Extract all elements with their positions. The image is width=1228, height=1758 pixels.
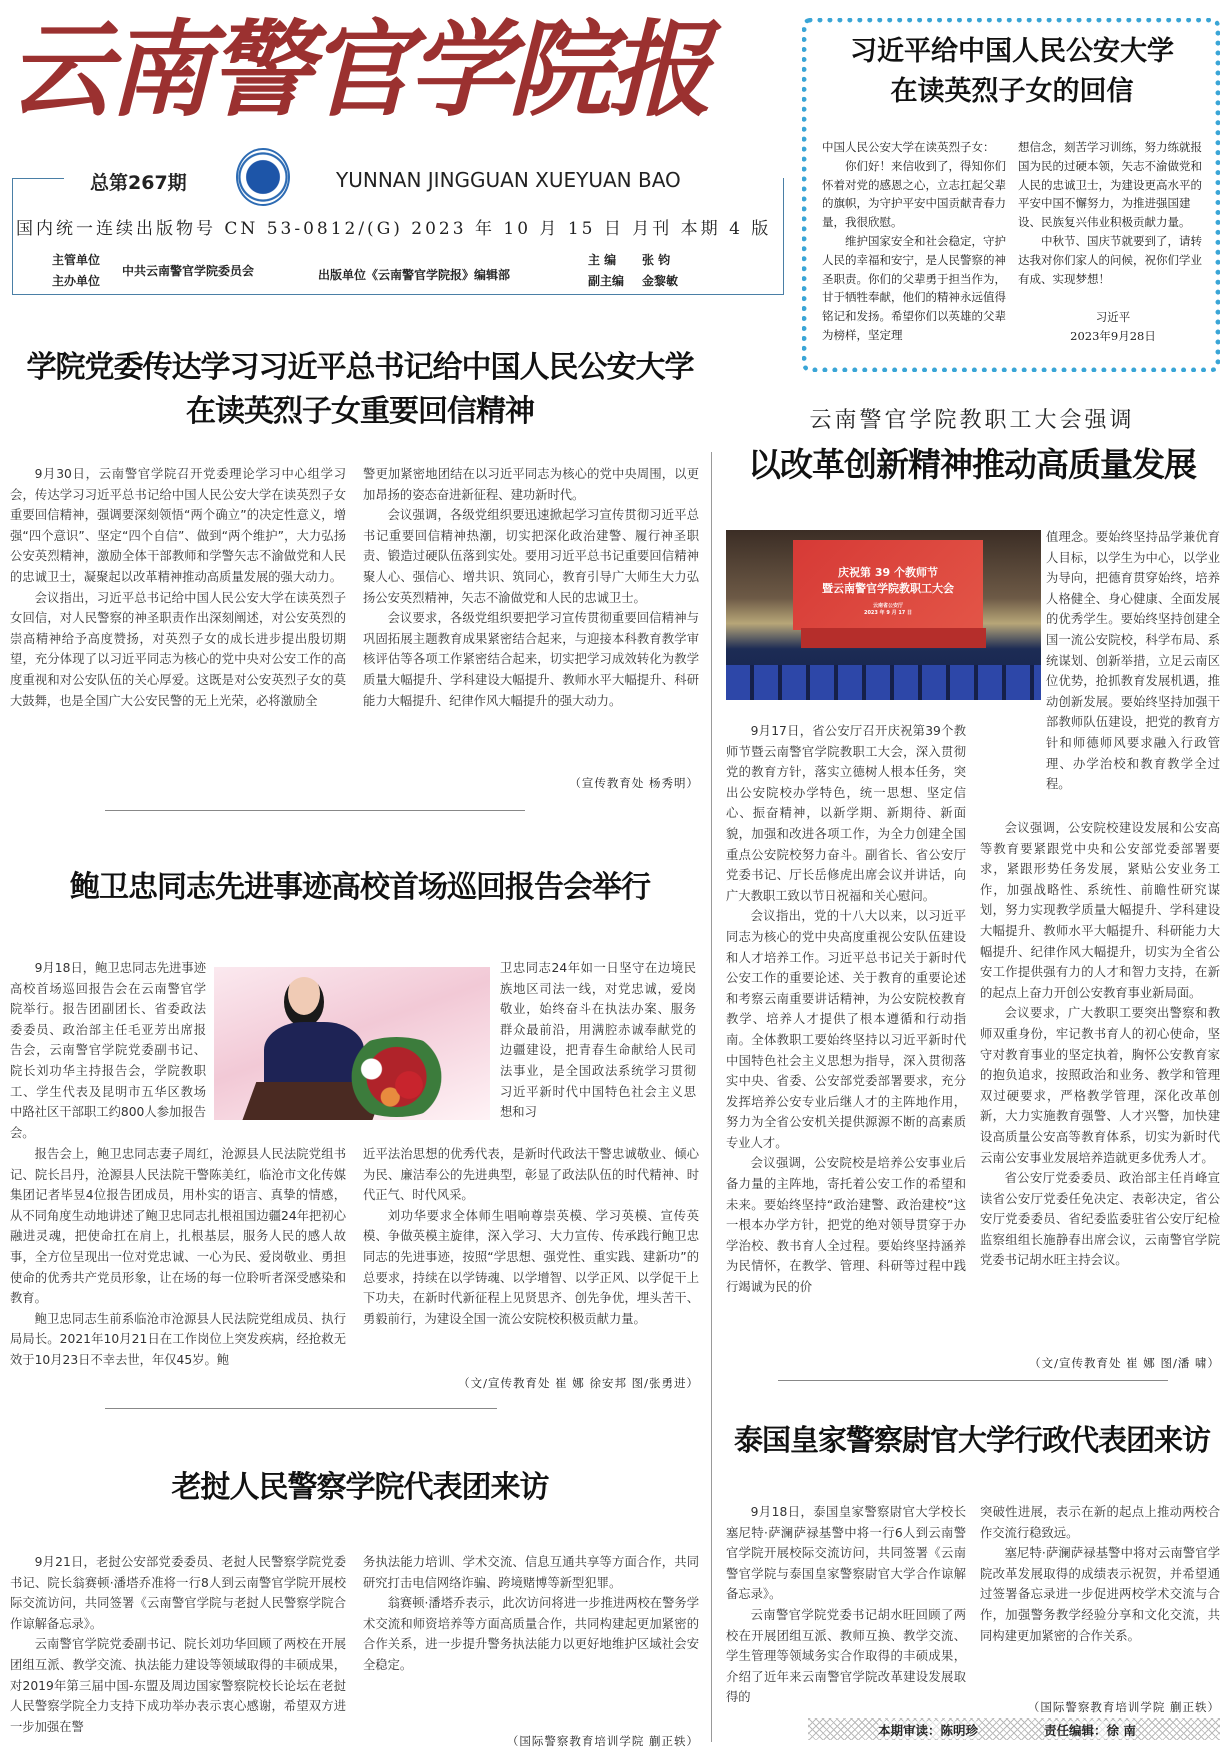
- column-divider: [711, 452, 712, 1742]
- audience-seats: [726, 665, 1041, 700]
- letter-title-line1: 习近平给中国人民公安大学: [850, 36, 1174, 67]
- article-paragraph: 会议强调，公安院校建设发展和公安高等教育要紧跟党中央和公安部党委部署要求，紧跟形势任务发展，紧贴公安业务工作，加强战略性、系统性、前瞻性研究谋划，努力实现教学质量大幅提升、学科建设大幅提升、教师水平大幅提升、科研能力大幅提升、纪律作风大幅提升，切实为全省公安工作提供强有力的人才和智力支持，在新的起点上奋力开创公安教育事业新局面。: [980, 821, 1220, 1000]
- article1-headline-line2: 在读英烈子女重要回信精神: [186, 394, 534, 429]
- article3-headline: 鲍卫忠同志先进事迹高校首场巡回报告会举行: [70, 870, 650, 905]
- issue-number: 总第267期: [90, 172, 187, 194]
- supervisor-label: 主管单位: [52, 253, 101, 267]
- photo-speaker-head: [284, 977, 324, 1027]
- article-paragraph: 9月17日，省公安厅召开庆祝第39个教师节暨云南警官学院教职工大会，深入贯彻党的教育方针，落实立德树人根本任务，突出公安院校办学特色，统一思想、坚定信心、振奋精神，以新学期、新期待、新面貌，加强和改进各项工作，为全力创建全国重点公安院校努力奋斗。副省长、省公安厅党委书记、厅长岳修虎出席会议并讲话，向广大教职工致以节日祝福和关心慰问。: [726, 724, 966, 903]
- article4-column-1: [10, 1552, 346, 1737]
- college-logo-icon: [236, 148, 290, 206]
- article1-column-1: [10, 464, 346, 711]
- divider: [105, 1408, 497, 1409]
- article2-column-1: [726, 721, 966, 1298]
- letter-signature: 习近平: [1095, 310, 1131, 325]
- footer-credits-bar: [808, 1718, 1220, 1740]
- article2-byline: （文/宣传教育处 崔 娜 图/潘 啸）: [1029, 1356, 1220, 1370]
- sponsor-value: 中共云南警官学院委员会: [122, 264, 255, 278]
- letter-paragraph: 中秋节、国庆节就要到了，请转达我对你们家人的问候，祝你们学业有成、实现梦想！: [1018, 233, 1202, 286]
- letter-column-2: [1018, 138, 1208, 346]
- publisher: 出版单位《云南警官学院报》编辑部: [318, 268, 511, 282]
- article1-column-2: [363, 464, 699, 711]
- footer-editor: 责任编辑：徐 南: [1044, 1723, 1136, 1738]
- editor-name: 张 钧: [642, 253, 671, 267]
- publication-number-line: 国内统一连续出版物号 CN 53-0812/(G) 2023 年 10 月 15 日 月刊 本期 4 版: [16, 219, 772, 239]
- article-paragraph: 9月30日，云南警官学院召开党委理论学习中心组学习会，传达学习习近平总书记给中国人民公安大学在读英烈子女重要回信精神，强调要深刻领悟“两个确立”的决定性意义，增强“四个意识”、坚定“四个自信”、做到“两个维护”，大力弘扬公安英烈精神，激励全体干部教师和学警矢志不渝做党和人民的忠诚卫士，凝聚起以改革精神推动高质量发展的强大动力。: [10, 467, 346, 584]
- stage-screen: [793, 540, 983, 630]
- article-paragraph-cont: 卫忠同志24年如一日坚守在边境民族地区司法一线，对党忠诚，爱岗敬业，始终奋斗在执法办案、服务群众最前沿，用满腔赤诚奉献党的边疆建设，把青春生命献给人民司法事业，是全国政法系统学习贯彻习近平新时代中国特色社会主义思想和习: [500, 961, 696, 1120]
- article-paragraph: 塞尼特·萨澜萨禄基警中将对云南警官学院改革发展取得的成绩表示祝贺，并希望通过签署备忘录进一步促进两校学术交流与合作，加强警务教学经验分享和文化交流，共同构建更加紧密的合作关系。: [980, 1546, 1220, 1643]
- article3-column-2-wrap: [500, 958, 696, 1123]
- article5-column-2: [980, 1502, 1220, 1646]
- sponsor-label: 主办单位: [52, 274, 101, 288]
- deputy-editor-name: 金黎敏: [642, 274, 679, 288]
- article4-headline: 老挝人民警察学院代表团来访: [171, 1470, 549, 1505]
- article-paragraph: 翁赛顿·潘塔乔表示，此次访问将进一步推进两校在警务学术交流和师资培养等方面高质量合作，共同构建起更加紧密的合作关系，进一步提升警务执法能力以更好地维护区域社会安全稳定。: [363, 1596, 699, 1672]
- article1-headline: [10, 346, 710, 434]
- article-paragraph: 9月18日，泰国皇家警察尉官大学校长塞尼特·萨澜萨禄基警中将一行6人到云南警官学院开展校际交流访问，共同签署《云南警官学院与泰国皇家警察尉官大学合作谅解备忘录》。: [726, 1505, 966, 1602]
- article-paragraph: 报告会上，鲍卫忠同志妻子周红，沧源县人民法院党组书记、院长吕丹，沧源县人民法院干警陈美红，临沧市文化传媒集团记者毕昱4位报告团成员，用朴实的语言、真挚的情感，从不同角度生动地讲述了鲍卫忠同志扎根祖国边疆24年把初心融进灵魂，把使命扛在肩上，扎根基层，服务人民的感人故事，全方位呈现出一位对党忠诚、一心为民、爱岗敬业、勇担使命的优秀共产党员形象，让在场的每一位聆听者深受感染和教育。: [10, 1147, 346, 1306]
- article-paragraph: 会议要求，广大教职工要突出警察和教师双重身份，牢记教书育人的初心使命，坚守对教育事业的坚定执着，胸怀公安教育家的抱负追求，按照政治和业务、教学和管理双过硬要求，严格教学管理，深化改革创新，大力实施教育强警、人才兴警，加快建设高质量公安高等教育体系，切实为新时代云南公安事业发展培养造就更多优秀人才。: [980, 1006, 1220, 1165]
- letter-salutation: 中国人民公安大学在读英烈子女：: [822, 140, 995, 154]
- divider: [778, 1380, 1168, 1381]
- letter-paragraph: 你们好！来信收到了，得知你们怀着对党的感恩之心，立志扛起父辈的旗帜，为守护平安中国贡献青春力量，我很欣慰。: [822, 158, 1006, 230]
- letter-paragraph-cont: 想信念，刻苦学习训练，努力练就报国为民的过硬本领，矢志不渝做党和人民的忠诚卫士，为建设更高水平的平安中国不懈努力，为推进强国建设、民族复兴伟业积极贡献力量。: [1018, 140, 1202, 230]
- screen-text: 云南省公安厅: [872, 603, 903, 609]
- article-paragraph: 云南警官学院党委副书记、院长刘功华回顾了两校在开展团组互派、教学交流、执法能力建设等领域取得的丰硕成果，对2019年第三届中国-东盟及周边国家警察院校长论坛在老挝人民警察学院全力支持下成功举办表示衷心感谢，希望双方进一步加强在警: [10, 1637, 346, 1734]
- article5-byline: （国际警察教育培训学院 蒯正轶）: [1027, 1700, 1220, 1714]
- article1-headline-line1: 学院党委传达学习习近平总书记给中国人民公安大学: [26, 350, 694, 385]
- article-paragraph: 会议指出，习近平总书记给中国人民公安大学在读英烈子女回信，对人民警察的神圣职责作出深刻阐述，对公安英烈的崇高精神给予高度赞扬，对英烈子女的成长进步提出殷切期望，充分体现了以习近平同志为核心的党中央对公安工作的高度重视和对公安队伍的关心厚爱。这既是对公安英烈子女的莫大鼓舞，也是全国广大公安民警的无上光荣，必将激励全: [10, 590, 346, 708]
- article-paragraph: 会议强调，各级党组织要迅速掀起学习宣传贯彻习近平总书记重要回信精神热潮，切实把深化政治建警、履行神圣职责、锻造过硬队伍落到实处。要用习近平总书记重要回信精神聚人心、强信心、增共识、筑同心，教育引导广大师生大力弘扬公安英烈精神，矢志不渝做党和人民的忠诚卫士。: [363, 508, 699, 605]
- article5-headline: 泰国皇家警察尉官大学行政代表团来访: [733, 1423, 1210, 1457]
- article2-headline: 以改革创新精神推动高质量发展: [748, 445, 1196, 484]
- screen-text: 庆祝第 39 个教师节: [838, 566, 938, 579]
- screen-text: 2023 年 9 月 17 日: [863, 610, 913, 616]
- article-paragraph: 9月18日，鲍卫忠同志先进事迹高校首场巡回报告会在云南警官学院举行。报告团副团长、省委政法委委员、政治部主任毛亚芳出席报告会，云南警官学院党委副书记、院长刘功华主持报告会，学院教职工、学生代表及昆明市五华区教场中路社区干部职工约800人参加报告会。: [10, 961, 206, 1140]
- article-paragraph-cont: 突破性进展，表示在新的起点上推动两校合作交流行稳致远。: [980, 1505, 1220, 1540]
- article4-column-2: [363, 1552, 699, 1676]
- article3-column-1-wrap: [10, 958, 206, 1143]
- screen-text: 暨云南警官学院教职工大会: [822, 582, 954, 595]
- article-paragraph: 刘功华要求全体师生唱响尊崇英模、学习英模、宣传英模、争做英模主旋律，深入学习、大力宣传、传承践行鲍卫忠同志的先进事迹，按照“学思想、强党性、重实践、建新功”的总要求，持续在以学铸魂、以学增智、以学正风、以学促干上下功夫，在新时代新征程上见贤思齐、创先争优，埋头苦干、勇毅前行，为建设全国一流公安院校积极贡献力量。: [363, 1208, 699, 1326]
- letter-title: [808, 32, 1216, 112]
- article3-column-2: [363, 1144, 699, 1329]
- article2-column-2-top: [1046, 527, 1220, 795]
- article-paragraph: 鲍卫忠同志生前系临沧市沧源县人民法院党组成员、执行局局长。2021年10月21日在工作岗位上突发疾病，经抢救无效于10月23日不幸去世，年仅45岁。鲍: [10, 1311, 346, 1367]
- stage-table: [801, 628, 986, 648]
- letter-date: 2023年9月28日: [1070, 329, 1156, 344]
- article2-kicker: 云南警官学院教职工大会强调: [809, 408, 1135, 433]
- article3-byline: （文/宣传教育处 崔 娜 徐安邦 图/张勇进）: [458, 1376, 699, 1390]
- letter-paragraph: 维护国家安全和社会稳定，守护人民的幸福和安宁，是人民警察的神圣职责。你们的父辈勇于担当作为，甘于牺牲奉献，他们的精神永远值得铭记和发扬。希望你们以英雄的父辈为榜样，坚定理: [822, 233, 1006, 342]
- article-paragraph: 9月21日，老挝公安部党委委员、老挝人民警察学院党委书记、院长翁赛顿·潘塔乔准将一行8人到云南警官学院开展校际交流访问，共同签署《云南警官学院与老挝人民警察学院合作谅解备忘录》。: [10, 1555, 346, 1631]
- article5-column-1: [726, 1502, 966, 1708]
- footer-reviewer: 本期审读：陈明珍: [878, 1723, 979, 1738]
- speaker-photo: [214, 967, 490, 1120]
- masthead-title: 云南警官学院报: [8, 8, 709, 131]
- article-paragraph-cont: 警更加紧密地团结在以习近平同志为核心的党中央周围，以更加昂扬的姿态奋进新征程、建功新时代。: [363, 467, 699, 502]
- conference-photo: [726, 530, 1041, 700]
- article2-column-2: [980, 818, 1220, 1271]
- article-paragraph-cont: 近平法治思想的优秀代表，是新时代政法干警忠诚敬业、倾心为民、廉洁奉公的先进典型，彰显了政法队伍的时代精神、时代正气、时代风采。: [363, 1147, 699, 1203]
- editor-label: 主 编: [588, 253, 617, 267]
- article-paragraph: 会议要求，各级党组织要把学习宣传贯彻重要回信精神与巩固拓展主题教育成果紧密结合起来，与迎接本科教育教学审核评估等各项工作紧密结合起来，切实把学习成效转化为教学质量大幅提升、学科建设大幅提升、教师水平大幅提升、科研能力大幅提升、纪律作风大幅提升的强大动力。: [363, 611, 699, 708]
- letter-column-1: [822, 138, 1010, 345]
- masthead-pinyin: YUNNAN JINGGUAN XUEYUAN BAO: [336, 168, 681, 192]
- deputy-editor-label: 副主编: [588, 274, 625, 288]
- article1-byline: （宣传教育处 杨秀明）: [569, 776, 699, 790]
- article-paragraph: 会议强调，公安院校是培养公安事业后备力量的主阵地，寄托着公安工作的希望和未来。要始终坚持“政治建警、政治建校”这一根本办学方针，把党的绝对领导贯穿于办学治校、教书育人全过程。要始终坚持涵养为民情怀，在教学、管理、科研等过程中践行竭诚为民的价: [726, 1156, 966, 1295]
- article-paragraph: 会议指出，党的十八大以来，以习近平同志为核心的党中央高度重视公安队伍建设和人才培养工作。习近平总书记关于新时代公安工作的重要论述、关于教育的重要论述和考察云南重要讲话精神，为公安院校教育教学、培养人才提供了根本遵循和行动指南。全体教职工要始终坚持以习近平新时代中国特色社会主义思想为指导，深入贯彻落实中央、省委、公安部党委部署要求，充分发挥培养公安专业后继人才的主阵地作用，努力为全省公安机关提供源源不断的高素质专业人才。: [726, 909, 966, 1150]
- article-paragraph: 省公安厅党委委员、政治部主任肖峰宣读省公安厅党委任免决定、表彰决定，省公安厅党委委员、省纪委监委驻省公安厅纪检监察组组长施静春出席会议，云南警官学院党委书记胡水旺主持会议。: [980, 1171, 1220, 1268]
- article-paragraph: 云南警官学院党委书记胡水旺回顾了两校在开展团组互派、教师互换、教学交流、学生管理等领域务实合作取得的丰硕成果，介绍了近年来云南警官学院改革建设发展取得的: [726, 1607, 966, 1705]
- article3-column-1: [10, 1144, 346, 1371]
- divider: [105, 810, 525, 811]
- article-paragraph-cont: 值理念。要始终坚持品学兼优育人目标，以学生为中心，以学业为导向，把德育贯穿始终，培养人格健全、身心健康、全面发展的优秀学生。要始终坚持创建全国一流公安院校，科学布局、系统谋划、创新举措，立足云南区位优势，抢抓教育发展机遇，推动创新发展。要始终坚持加强干部教师队伍建设，把党的教育方针和师德师风要求融入行政管理、办学治校和教育教学全过程。: [1046, 530, 1220, 792]
- article4-byline: （国际警察教育培训学院 蒯正轶）: [506, 1734, 699, 1748]
- letter-title-line2: 在读英烈子女的回信: [890, 76, 1134, 107]
- article-paragraph-cont: 务执法能力培训、学术交流、信息互通共享等方面合作，共同研究打击电信网络诈骗、跨境赌博等新型犯罪。: [363, 1555, 699, 1590]
- photo-flowers: [334, 1037, 459, 1117]
